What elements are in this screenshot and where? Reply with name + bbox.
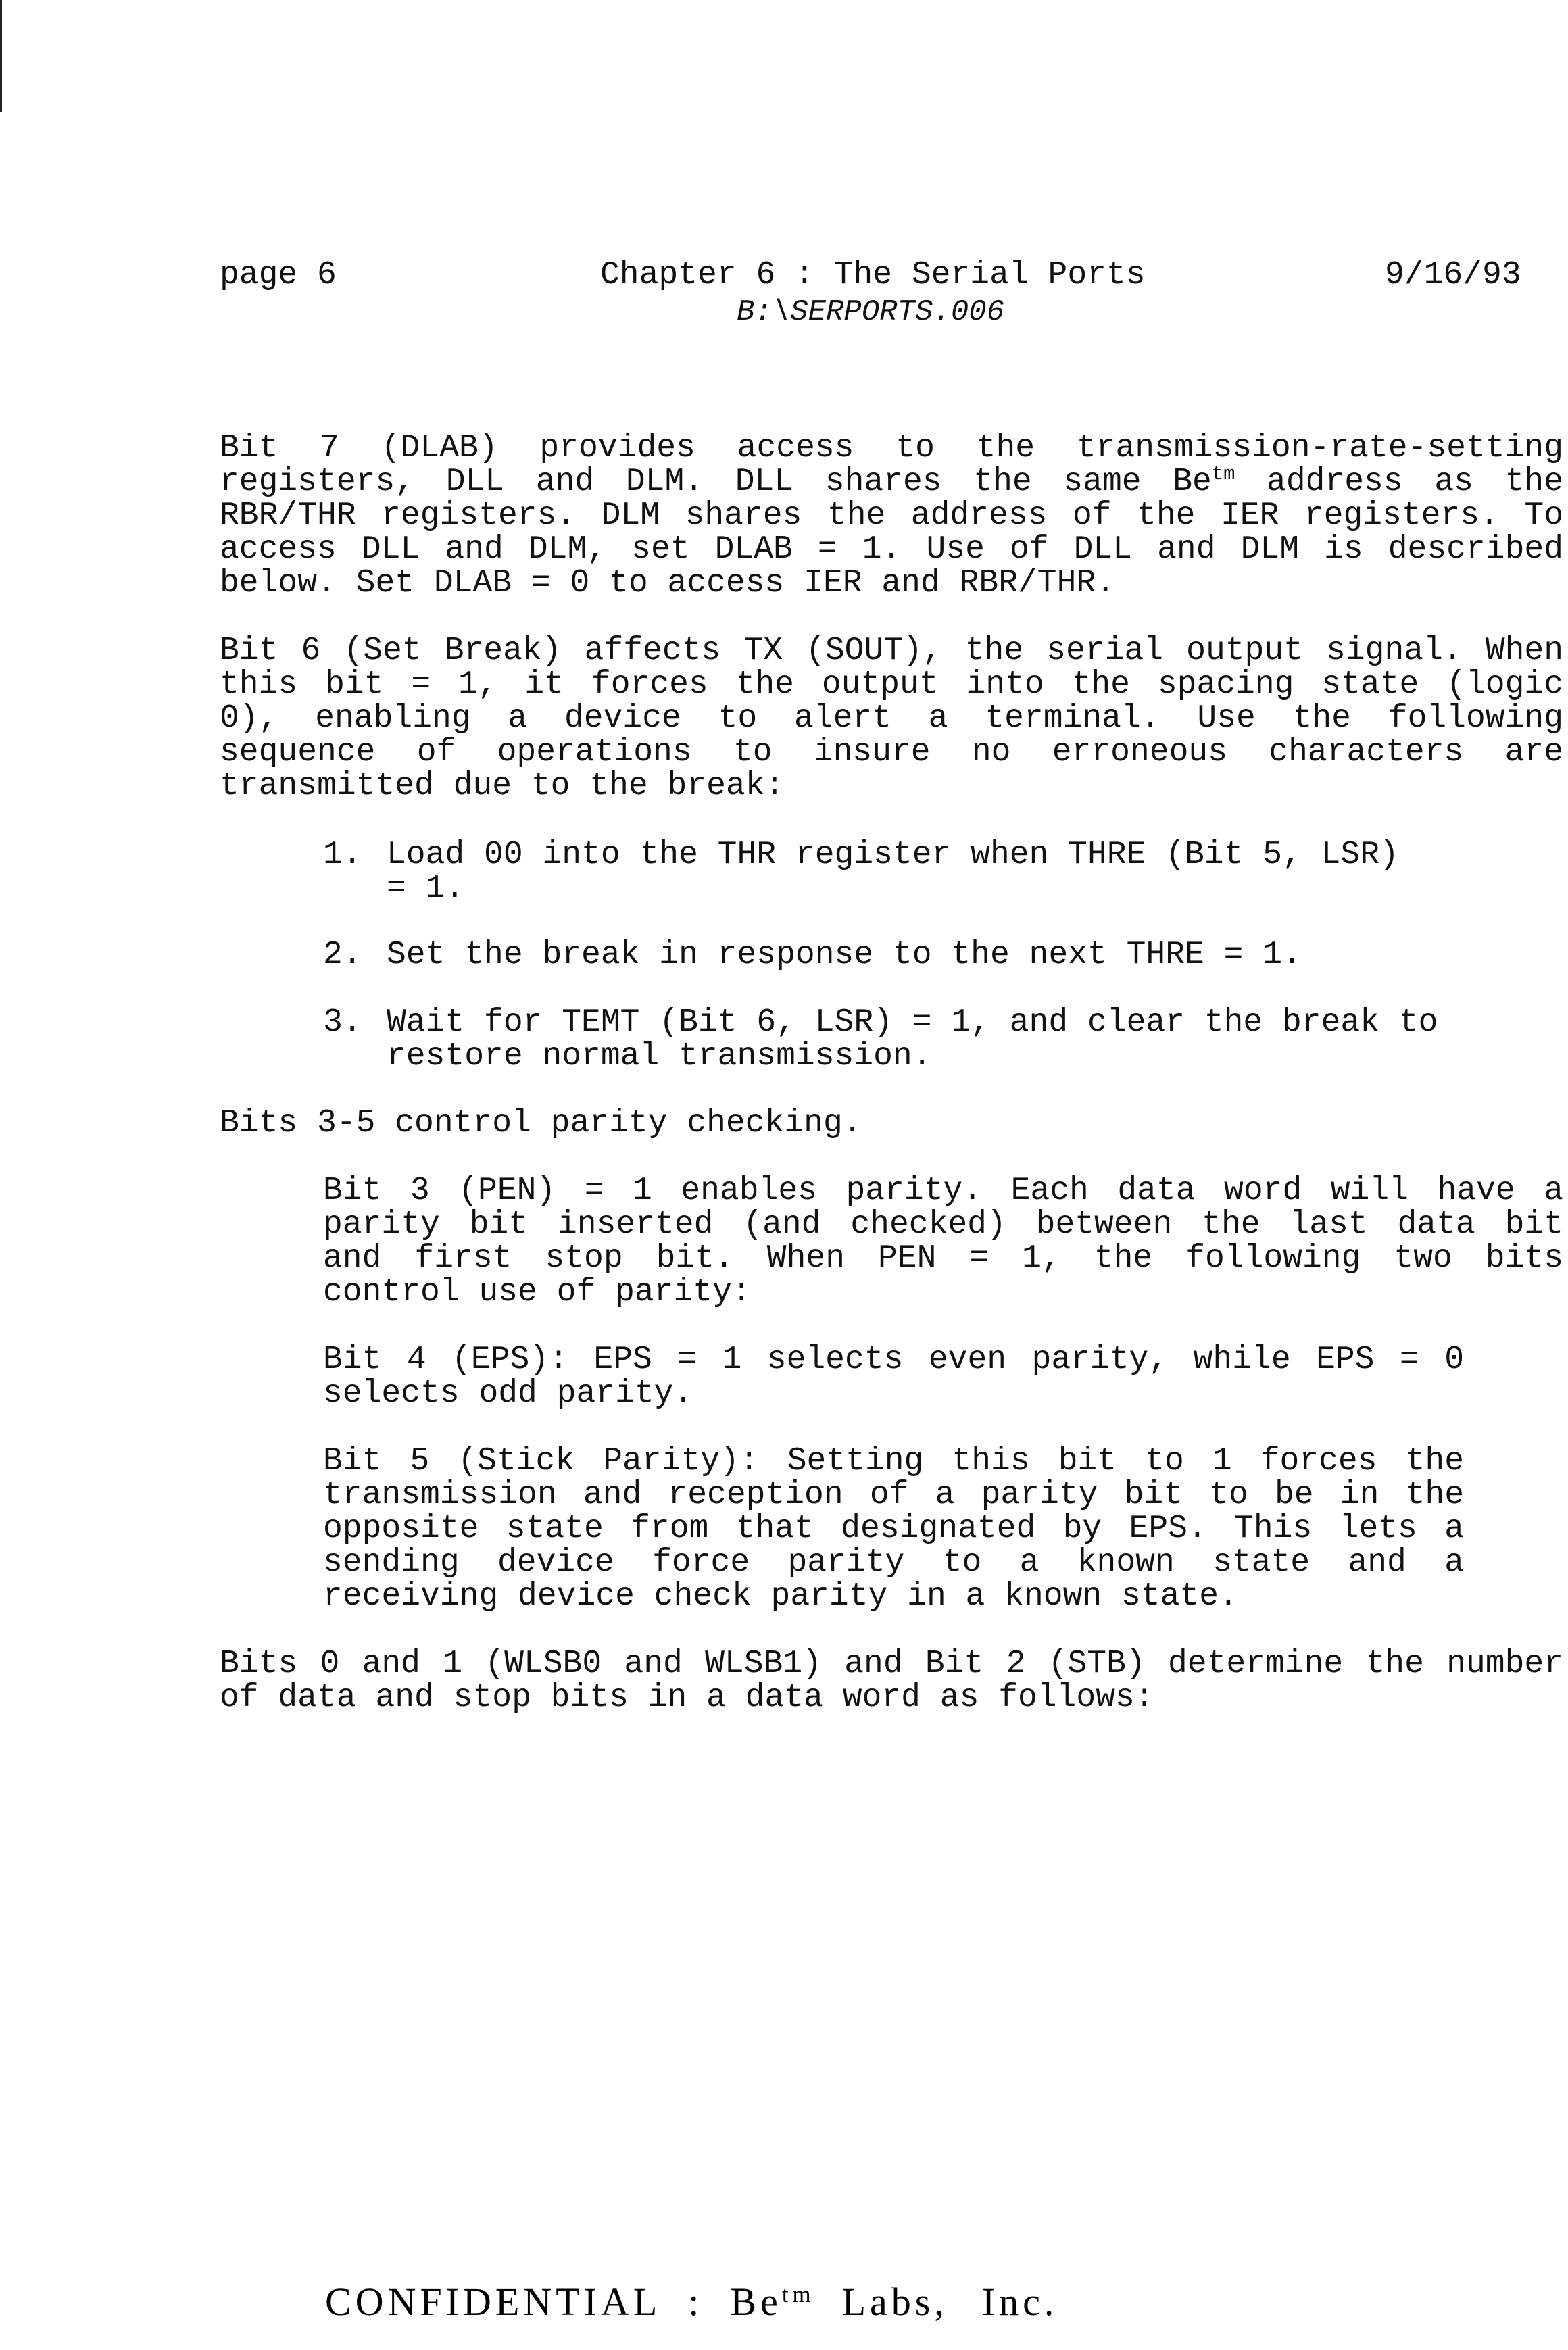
footer-confidential: CONFIDENTIAL (325, 2280, 662, 2324)
list-text: = 1. (387, 871, 465, 907)
list-text: restore normal transmission. (387, 1038, 932, 1075)
text-fragment: registers, DLL and DLM. DLL shares the same Be (220, 464, 1212, 500)
text-line: receiving device check parity in a known state. (323, 1578, 1238, 1615)
text-line: Bit 5 (Stick Parity): Setting this bit to 1 forces the (323, 1443, 1464, 1479)
text-line: parity bit inserted (and checked) between the last data bit (323, 1206, 1563, 1243)
paragraph-bit5 (323, 1444, 1464, 1613)
text-line: sending device force parity to a known state and a (323, 1544, 1464, 1581)
text-line: RBR/THR registers. DLM shares the address of the IER registers. To (220, 497, 1563, 534)
text-line: Bit 7 (DLAB) provides access to the transmission-rate-setting (220, 430, 1563, 466)
text-line: 0), enabling a device to alert a terminal. Use the following (220, 700, 1563, 737)
text-line: Bit 4 (EPS): EPS = 1 selects even parity, while EPS = 0 (323, 1342, 1464, 1378)
binding-edge-line (0, 0, 2, 112)
paragraph-bit6 (220, 634, 1563, 803)
text-line: and first stop bit. When PEN = 1, the following two bits (323, 1240, 1563, 1277)
text-line: access DLL and DLM, set DLAB = 1. Use of DLL and DLM is described (220, 531, 1563, 568)
paragraph-bit7 (220, 431, 1563, 600)
trademark-sup: tm (1211, 463, 1235, 486)
text-line: opposite state from that designated by EPS. This lets a (323, 1511, 1464, 1547)
paragraph-bits35: Bits 3-5 control parity checking. (220, 1105, 862, 1142)
text-line: transmission and reception of a parity bit to be in the (323, 1477, 1464, 1513)
file-path: B:\SERPORTS.006 (737, 295, 1005, 329)
text-line: sequence of operations to insure no erroneous characters are (220, 734, 1563, 770)
confidential-footer (297, 2234, 1058, 2324)
list-number: 3. (323, 1004, 362, 1041)
text-line: Bits 0 and 1 (WLSB0 and WLSB1) and Bit 2 (STB) determine the number (220, 1646, 1563, 1682)
text-line: control use of parity: (323, 1274, 752, 1311)
list-text: Set the break in response to the next THRE = 1. (387, 937, 1302, 973)
paragraph-bits012 (220, 1647, 1563, 1715)
footer-separator: : (688, 2280, 704, 2324)
page-date: 9/16/93 (1385, 257, 1521, 293)
list-text: Wait for TEMT (Bit 6, LSR) = 1, and clear the break to (387, 1004, 1438, 1041)
list-number: 1. (323, 837, 362, 873)
text-line: Bit 3 (PEN) = 1 enables parity. Each data word will have a (323, 1173, 1563, 1209)
list-text: Load 00 into the THR register when THRE (Bit 5, LSR) (387, 837, 1399, 873)
text-line: this bit = 1, it forces the output into the spacing state (logic (220, 666, 1563, 703)
footer-brand: Be (730, 2280, 782, 2324)
text-line: selects odd parity. (323, 1375, 693, 1412)
paragraph-bit4 (323, 1343, 1464, 1411)
text-line: transmitted due to the break: (220, 768, 785, 804)
footer-trademark-sup: tm (781, 2280, 815, 2307)
footer-company: Labs, (841, 2280, 948, 2324)
page-number: page 6 (220, 257, 337, 293)
footer-suffix: Inc. (981, 2280, 1058, 2324)
text-fragment: address as the (1235, 464, 1563, 500)
list-number: 2. (323, 937, 362, 973)
text-line: Bit 6 (Set Break) affects TX (SOUT), the serial output signal. When (220, 633, 1563, 669)
text-line: of data and stop bits in a data word as follows: (220, 1680, 1154, 1716)
text-line (220, 465, 1563, 499)
text-line: below. Set DLAB = 0 to access IER and RBR/THR. (220, 565, 1116, 602)
chapter-title: Chapter 6 : The Serial Ports (600, 257, 1146, 293)
paragraph-bit3 (323, 1174, 1563, 1309)
